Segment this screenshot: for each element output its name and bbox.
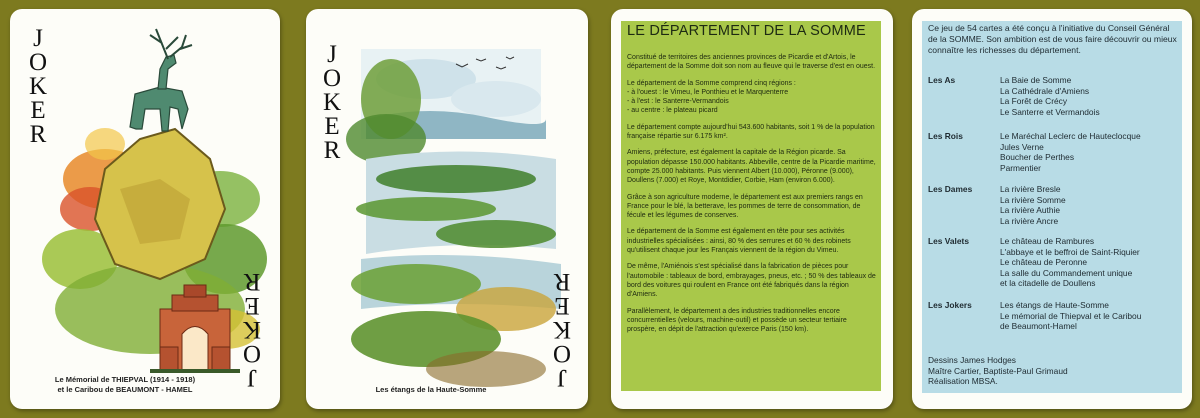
region-line: - à l'ouest : le Vimeu, le Ponthieu et le Marquenterre — [627, 88, 789, 96]
group-label: Les Jokers — [928, 300, 972, 310]
joker-card-caribou — [10, 9, 280, 409]
group-item: La Cathédrale d'Amiens — [1000, 85, 1090, 96]
joker-index-top: J O K E R — [322, 41, 342, 164]
region-line: - au centre : le plateau picard — [627, 107, 718, 115]
credit-line: Maître Cartier, Baptiste-Paul Grimaud — [928, 365, 1068, 376]
group-label: Les As — [928, 75, 956, 85]
region-line: - à l'est : le Santerre-Vermandois — [627, 98, 729, 106]
group-item: Jules Verne — [1000, 141, 1044, 152]
group-item: Le mémorial de Thiepval et le Caribou — [1000, 310, 1142, 321]
paragraph: Amiens, préfecture, est également la capitale de la Région picarde. Sa population dépasse 150.000 habitants. Abbeville, centre de la Picardie maritime, compte 25.000 habitants. Puis viennent Albert (10.000), Péronne (9.000), Doullens (7.000) et Roye, Montdidier, Corbie, Ham (environ 6.000). — [627, 149, 876, 185]
joker-index-bottom: J O K E R — [242, 268, 262, 391]
group-item: La Baie de Somme — [1000, 75, 1072, 85]
paragraph: De même, l'Amiénois s'est spécialisé dans la fabrication de pièces pour l'automobile : tableaux de bord, embrayages, pneus, etc. ; 50 % des tableaux de bord des voitures qui roulent en France ont été fabriqués dans la région d'Amiens. — [627, 263, 876, 299]
caption-line1: Le Mémorial de THIEPVAL (1914 - 1918) — [54, 375, 196, 384]
card-title: LE DÉPARTEMENT DE LA SOMME — [627, 23, 866, 39]
group-item: Les étangs de Haute-Somme — [1000, 300, 1109, 310]
paragraph: Grâce à son agriculture moderne, le département est aux premiers rangs en France pour le blé, la betterave, les pommes de terre de consommation, de fécule et les légumes de conserves. — [627, 193, 863, 220]
group-label: Les Rois — [928, 131, 963, 141]
haute-somme-ponds-illustration — [306, 9, 588, 409]
credit-line: Réalisation MBSA. — [928, 376, 998, 387]
group-label: Les Dames — [928, 184, 973, 194]
group-item: La rivière Authie — [1000, 205, 1061, 216]
group-item: La salle du Commandement unique — [1000, 267, 1133, 278]
paragraph: Le département compte aujourd'hui 543.600 habitants, soit 1 % de la population française répartie sur 6.175 km². — [627, 123, 875, 141]
group-item: La rivière Somme — [1000, 194, 1066, 205]
card-body — [627, 53, 877, 341]
joker-index-top: J O K E R — [28, 25, 48, 148]
group-item: La rivière Ancre — [1000, 215, 1059, 226]
deck-contents-card — [912, 9, 1192, 409]
paragraph: Le département de la Somme est également en tête pour ses activités industrielles spécialisées : ainsi, 80 % des serrures et 60 % des robinets qu'utilisent chaque jour les Français viennent de la région du Vimeu. — [627, 228, 851, 255]
group-item: L'abbaye et le beffroi de Saint-Riquier — [1000, 246, 1140, 257]
joker-card-ponds — [306, 9, 588, 409]
caption-line2: et le Caribou de BEAUMONT - HAMEL — [57, 385, 193, 394]
group-item: La rivière Bresle — [1000, 184, 1061, 194]
group-item: Le château de Peronne — [1000, 257, 1088, 268]
joker-index-bottom: J O K E R — [552, 268, 572, 391]
group-item: de Beaumont-Hamel — [1000, 321, 1077, 332]
group-item: et la citadelle de Doullens — [1000, 278, 1096, 289]
group-item: Boucher de Perthes — [1000, 152, 1075, 163]
group-item: Le château de Rambures — [1000, 236, 1095, 246]
department-info-card — [611, 9, 893, 409]
group-item: Le Maréchal Leclerc de Hauteclocque — [1000, 131, 1141, 141]
caption: Les étangs de la Haute-Somme — [375, 385, 487, 394]
intro-text: Ce jeu de 54 cartes a été conçu à l'initiative du Conseil Général de la SOMME. Son ambition est de vous faire découvrir ou mieux connaître les richesses du département. — [928, 23, 1177, 55]
group-item: Parmentier — [1000, 162, 1041, 173]
paragraph: Le département de la Somme comprend cinq régions : — [627, 79, 796, 87]
group-item: Le Santerre et Vermandois — [1000, 106, 1100, 117]
group-label: Les Valets — [928, 236, 969, 246]
credits — [928, 355, 1178, 387]
credit-line: Dessins James Hodges — [928, 355, 1016, 365]
paragraph: Parallèlement, le département a des industries traditionnelles encore concurrentielles (velours, machine-outil) et possède un secteur tertiaire prospère, en dépit de l'attraction qu'exerce Paris (150 km). — [627, 307, 847, 334]
group-item: La Forêt de Crécy — [1000, 96, 1068, 107]
paragraph: Constitué de territoires des anciennes provinces de Picardie et d'Artois, le département de la Somme doit son nom au fleuve qui le traverse d'est en ouest. — [627, 54, 876, 71]
